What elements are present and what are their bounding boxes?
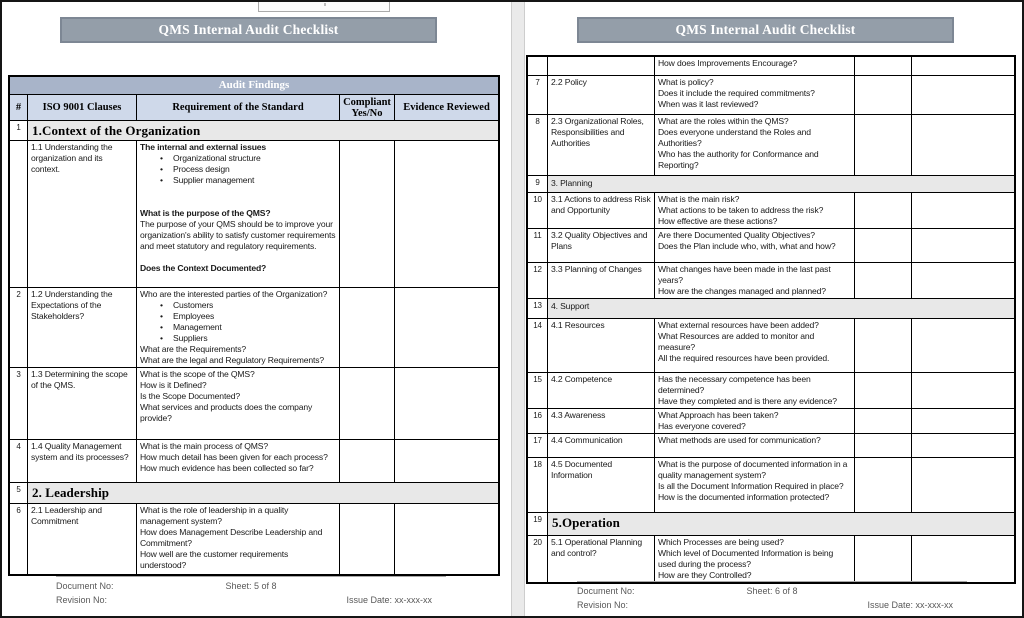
clause-cell: 1.4 Quality Management system and its processes? xyxy=(28,440,137,482)
evidence-cell[interactable] xyxy=(395,504,498,574)
bullet-line: • Organizational structure xyxy=(140,153,336,164)
evidence-cell[interactable] xyxy=(912,409,1014,433)
requirement-line xyxy=(140,197,336,208)
table-row xyxy=(528,458,1014,513)
requirement-line: Is all the Document Information Required in place? xyxy=(658,481,844,491)
clause-cell: 2.3 Organizational Roles, Responsibilities and Authorities xyxy=(548,115,655,175)
compliant-cell[interactable] xyxy=(340,504,395,574)
bullet-line: • Supplier management xyxy=(140,175,336,186)
compliant-cell[interactable] xyxy=(855,458,912,512)
requirement-line: What Approach has been taken? xyxy=(658,410,779,420)
row-number-cell: 19 xyxy=(528,513,548,535)
evidence-cell[interactable] xyxy=(912,193,1014,228)
row-number-cell: 2 xyxy=(10,288,28,367)
row-number-cell: 8 xyxy=(528,115,548,175)
requirement-line: How are they Controlled? xyxy=(658,570,752,580)
requirement-line: Have they completed and is there any evidence? xyxy=(658,396,837,406)
column-header: Evidence Reviewed xyxy=(403,102,490,113)
row-number-cell: 10 xyxy=(528,193,548,228)
column-header: # xyxy=(10,95,28,120)
section-row xyxy=(528,299,1014,319)
dropdown-notch xyxy=(324,3,326,6)
section-title-cell: 5.Operation xyxy=(548,513,1014,535)
footer-sheet: Sheet: 6 of 8 xyxy=(746,586,798,596)
requirement-line: What are the roles within the QMS? xyxy=(658,116,789,126)
row-number-cell: 3 xyxy=(10,368,28,439)
row-number-cell xyxy=(10,141,28,287)
requirement-line: What external resources have been added? xyxy=(658,320,819,330)
requirement-cell xyxy=(655,263,855,298)
page-footer xyxy=(56,576,446,607)
footer-document-no: Document No: xyxy=(56,581,114,591)
requirement-line: What is the scope of the QMS? xyxy=(140,369,255,379)
requirement-line: The purpose of your QMS should be to improve your organization's ability to satisfy customer requirements and meet statutory and regulatory requirements. xyxy=(140,219,336,251)
requirement-cell xyxy=(137,368,340,439)
clause-cell: 4.1 Resources xyxy=(548,319,655,372)
page-gap xyxy=(511,2,525,616)
clause-cell: 2.2 Policy xyxy=(548,76,655,114)
audit-table-page6 xyxy=(526,55,1016,584)
evidence-cell[interactable] xyxy=(395,368,498,439)
section-title-cell: 2. Leadership xyxy=(28,483,498,503)
table-row xyxy=(528,57,1014,76)
requirement-line: Has everyone covered? xyxy=(658,421,746,431)
clause-cell: 3.3 Planning of Changes xyxy=(548,263,655,298)
section-title-cell: 4. Support xyxy=(548,299,1014,318)
evidence-cell[interactable] xyxy=(395,288,498,367)
compliant-cell[interactable] xyxy=(340,440,395,482)
row-number-cell: 1 xyxy=(10,121,28,140)
compliant-cell[interactable] xyxy=(855,409,912,433)
requirement-cell xyxy=(655,409,855,433)
clause-cell: 3.2 Quality Objectives and Plans xyxy=(548,229,655,262)
evidence-cell[interactable] xyxy=(912,319,1014,372)
requirement-line: How is it Defined? xyxy=(140,380,207,390)
compliant-cell[interactable] xyxy=(855,229,912,262)
requirement-cell xyxy=(655,229,855,262)
clause-cell: 1.3 Determining the scope of the QMS. xyxy=(28,368,137,439)
requirement-line: What is the purpose of documented information in a quality management system? xyxy=(658,459,848,480)
row-number-cell: 4 xyxy=(10,440,28,482)
compliant-cell[interactable] xyxy=(855,76,912,114)
requirement-line: All the required resources have been provided. xyxy=(658,353,830,363)
table-header-row xyxy=(10,95,498,121)
requirement-line: Who has the authority for Conformance and Reporting? xyxy=(658,149,819,170)
row-number-cell: 16 xyxy=(528,409,548,433)
footer-revision-no: Revision No: xyxy=(56,594,108,605)
column-header: Compliant Yes/No xyxy=(340,95,395,120)
row-number-cell: 5 xyxy=(10,483,28,503)
compliant-cell[interactable] xyxy=(855,373,912,408)
requirement-line: Does the Plan include who, with, what and how? xyxy=(658,241,836,251)
bullet-line: • Customers xyxy=(140,300,336,311)
requirement-cell xyxy=(655,76,855,114)
clause-cell: 2.1 Leadership and Commitment xyxy=(28,504,137,574)
requirement-line: Are there Documented Quality Objectives? xyxy=(658,230,815,240)
table-row xyxy=(528,373,1014,409)
requirement-cell xyxy=(137,440,340,482)
compliant-cell[interactable] xyxy=(855,434,912,457)
requirement-line: What is policy? xyxy=(658,77,714,87)
requirement-line: How does Management Describe Leadership and Commitment? xyxy=(140,527,323,548)
requirement-line: How are the changes managed and planned? xyxy=(658,286,826,296)
requirement-cell xyxy=(655,434,855,457)
evidence-cell[interactable] xyxy=(912,115,1014,175)
requirement-cell xyxy=(655,536,855,582)
requirement-cell xyxy=(655,319,855,372)
clause-cell: 1.1 Understanding the organization and its context. xyxy=(28,141,137,287)
compliant-cell[interactable] xyxy=(855,536,912,582)
audit-table-page5 xyxy=(8,75,500,576)
compliant-cell[interactable] xyxy=(340,288,395,367)
section-row xyxy=(528,176,1014,193)
section-row xyxy=(528,513,1014,536)
table-row xyxy=(528,115,1014,176)
clause-cell: 1.2 Understanding the Expectations of the Stakeholders? xyxy=(28,288,137,367)
table-row xyxy=(528,76,1014,115)
requirement-line: What is the purpose of the QMS? xyxy=(140,208,271,218)
clause-cell: 5.1 Operational Planning and control? xyxy=(548,536,655,582)
requirement-line: How much evidence has been collected so far? xyxy=(140,463,314,473)
clause-cell: 4.3 Awareness xyxy=(548,409,655,433)
requirement-cell xyxy=(655,57,855,75)
requirement-line: What changes have been made in the last past years? xyxy=(658,264,831,285)
requirement-cell xyxy=(137,141,340,287)
footer-issue-date: Issue Date: xx-xxx-xx xyxy=(867,599,953,610)
requirement-line: Does it include the required commitments? xyxy=(658,88,815,98)
compliant-cell[interactable] xyxy=(855,115,912,175)
table-row xyxy=(528,193,1014,229)
compliant-cell[interactable] xyxy=(340,141,395,287)
row-number-cell: 7 xyxy=(528,76,548,114)
requirement-line: Does everyone understand the Roles and Authorities? xyxy=(658,127,811,148)
table-row xyxy=(528,434,1014,458)
table-row xyxy=(528,536,1014,582)
row-number-cell xyxy=(528,57,548,75)
requirement-cell xyxy=(137,288,340,367)
requirement-line: The internal and external issues xyxy=(140,142,267,152)
evidence-cell[interactable] xyxy=(395,141,498,287)
requirement-line: Is the Scope Documented? xyxy=(140,391,241,401)
requirement-line: How is the documented information protected? xyxy=(658,492,830,502)
requirement-line: When was it last reviewed? xyxy=(658,99,759,109)
table-row xyxy=(10,141,498,288)
table-title: Audit Findings xyxy=(10,77,498,95)
requirement-line: Does the Context Documented? xyxy=(140,263,267,273)
requirement-line: Which level of Documented Information is being used during the process? xyxy=(658,548,834,569)
table-row xyxy=(528,319,1014,373)
compliant-cell[interactable] xyxy=(855,193,912,228)
requirement-cell xyxy=(137,504,340,574)
page-title: QMS Internal Audit Checklist xyxy=(158,22,339,37)
row-number-cell: 17 xyxy=(528,434,548,457)
row-number-cell: 9 xyxy=(528,176,548,192)
evidence-cell[interactable] xyxy=(912,263,1014,298)
footer-sheet: Sheet: 5 of 8 xyxy=(225,581,277,591)
requirement-line: How well are the customer requirements understood? xyxy=(140,549,289,570)
requirement-line: How much detail has been given for each process? xyxy=(140,452,328,462)
requirement-line: Which Processes are being used? xyxy=(658,537,784,547)
table-row xyxy=(10,368,498,440)
page-footer xyxy=(577,581,967,612)
evidence-cell[interactable] xyxy=(912,373,1014,408)
table-row xyxy=(528,229,1014,263)
evidence-cell[interactable] xyxy=(912,76,1014,114)
requirement-cell xyxy=(655,458,855,512)
table-row xyxy=(10,504,498,574)
requirement-line: What is the main process of QMS? xyxy=(140,441,268,451)
requirement-line xyxy=(140,252,336,263)
requirement-line: What services and products does the company provide? xyxy=(140,402,313,423)
column-header: Requirement of the Standard xyxy=(137,95,340,120)
requirement-line: What Resources are added to monitor and measure? xyxy=(658,331,815,352)
bullet-line: • Management xyxy=(140,322,336,333)
bullet-line: • Employees xyxy=(140,311,336,322)
clause-cell: 4.4 Communication xyxy=(548,434,655,457)
evidence-cell[interactable] xyxy=(912,536,1014,582)
footer-document-no: Document No: xyxy=(577,586,635,596)
row-number-cell: 15 xyxy=(528,373,548,408)
page-title: QMS Internal Audit Checklist xyxy=(675,22,856,37)
evidence-cell[interactable] xyxy=(395,440,498,482)
page-title-banner xyxy=(60,17,437,43)
requirement-line: What actions to be taken to address the risk? xyxy=(658,205,824,215)
requirement-line: What are the Requirements? xyxy=(140,344,246,354)
section-title-cell: 3. Planning xyxy=(548,176,1014,192)
row-number-cell: 18 xyxy=(528,458,548,512)
bullet-line: • Suppliers xyxy=(140,333,336,344)
requirement-cell xyxy=(655,373,855,408)
evidence-cell[interactable] xyxy=(912,229,1014,262)
requirement-line xyxy=(140,186,336,197)
requirement-cell xyxy=(655,193,855,228)
requirement-line: What are the legal and Regulatory Requirements? xyxy=(140,355,325,365)
row-number-cell: 12 xyxy=(528,263,548,298)
bullet-line: • Process design xyxy=(140,164,336,175)
row-number-cell: 11 xyxy=(528,229,548,262)
footer-issue-date: Issue Date: xx-xxx-xx xyxy=(346,594,432,605)
requirement-line: What is the role of leadership in a quality management system? xyxy=(140,505,289,526)
clause-cell: 4.5 Documented Information xyxy=(548,458,655,512)
requirement-line: What methods are used for communication? xyxy=(658,435,821,445)
row-number-cell: 6 xyxy=(10,504,28,574)
requirement-line: How does Improvements Encourage? xyxy=(658,58,797,68)
table-row xyxy=(10,288,498,368)
table-row xyxy=(528,409,1014,434)
clause-cell: 3.1 Actions to address Risk and Opportunity xyxy=(548,193,655,228)
requirement-cell xyxy=(655,115,855,175)
requirement-line: How effective are these actions? xyxy=(658,216,778,226)
evidence-cell[interactable] xyxy=(912,434,1014,457)
compliant-cell[interactable] xyxy=(340,368,395,439)
requirement-line: What is the main risk? xyxy=(658,194,740,204)
table-row xyxy=(528,263,1014,299)
row-number-cell: 14 xyxy=(528,319,548,372)
compliant-cell[interactable] xyxy=(855,319,912,372)
requirement-line: Who are the interested parties of the Organization? xyxy=(140,289,328,299)
cropped-dropdown-control[interactable] xyxy=(258,2,390,12)
clause-cell xyxy=(548,57,655,75)
compliant-cell[interactable] xyxy=(855,263,912,298)
column-header: ISO 9001 Clauses xyxy=(28,95,137,120)
row-number-cell: 13 xyxy=(528,299,548,318)
clause-cell: 4.2 Competence xyxy=(548,373,655,408)
compliant-cell[interactable] xyxy=(855,57,912,75)
row-number-cell: 20 xyxy=(528,536,548,582)
footer-revision-no: Revision No: xyxy=(577,599,629,610)
evidence-cell[interactable] xyxy=(912,57,1014,75)
section-row xyxy=(10,483,498,504)
page-title-banner xyxy=(577,17,954,43)
section-title-cell: 1.Context of the Organization xyxy=(28,121,498,140)
table-row xyxy=(10,440,498,483)
requirement-line: Has the necessary competence has been determined? xyxy=(658,374,811,395)
evidence-cell[interactable] xyxy=(912,458,1014,512)
section-row xyxy=(10,121,498,141)
